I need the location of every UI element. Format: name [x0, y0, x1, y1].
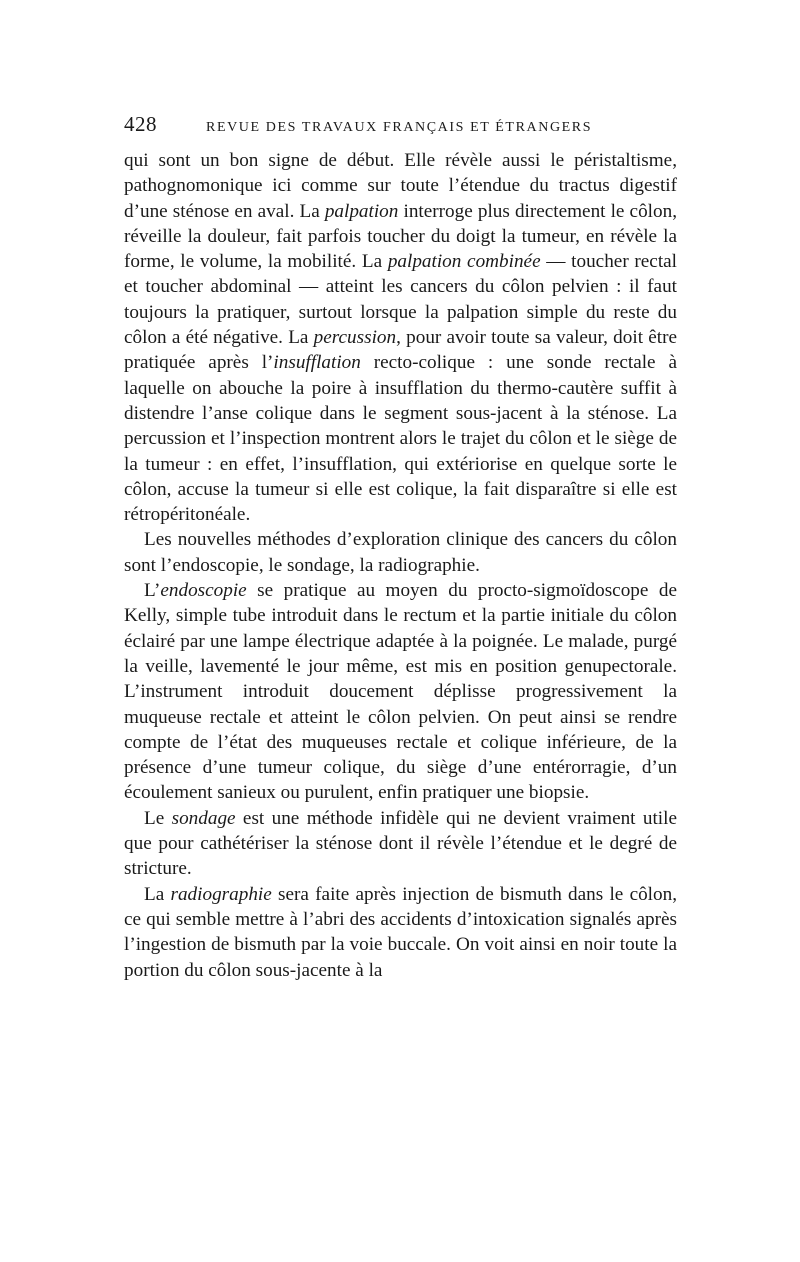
italic-term: sondage	[171, 807, 236, 829]
text-run: sera faite après injection de bismuth dans le côlon, ce qui semble mettre à l’abri des accidents d’intoxication signalés après l’ingestion de bismuth par la voie buccale. On voit ainsi en noir toute la portion du côlon sous-jacente à la	[124, 883, 677, 981]
text-run: se pratique au moyen du procto-sigmoïdoscope de Kelly, simple tube introduit dans le rectum et la partie initiale du côlon éclairé par une lampe électrique adaptée à la poignée. Le malade, purgé la veille, lavementé le jour même, est mis en position genupectorale. L’instrument introduit doucement déplisse progressivement la muqueuse rectale et atteint le côlon pelvien. On peut ainsi se rendre compte de l’état des muqueuses rectale et colique inférieure, de la présence d’une tumeur colique, du siège d’une entérorragie, d’un écoulement sanieux ou purulent, enfin pratiquer une biopsie.	[124, 580, 677, 804]
paragraph-radiography	[124, 882, 677, 983]
italic-term: percussion	[313, 327, 397, 349]
paragraph-endoscopy	[124, 578, 677, 806]
running-title: REVUE DES TRAVAUX FRANÇAIS ET ÉTRANGERS	[206, 120, 593, 135]
text-run: L’	[144, 580, 161, 602]
page-number: 428	[124, 112, 157, 136]
italic-term: palpation	[324, 200, 399, 222]
paragraph-probing	[124, 806, 677, 882]
italic-term: palpation combinée	[387, 251, 541, 273]
paragraph-examination-methods	[124, 148, 677, 527]
text-run: interroge plus directement le côlon, réveille la douleur, fait parfois toucher du doigt la tumeur, en révèle la forme, le volume, la mobilité. La	[124, 200, 677, 273]
running-head	[124, 112, 677, 144]
text-run: Les nouvelles méthodes d’exploration clinique des cancers du côlon sont l’endoscopie, le sondage, la radiographie.	[124, 529, 677, 576]
italic-term: endoscopie	[160, 580, 247, 602]
text-run: recto-colique : une sonde rectale à laquelle on abouche la poire à insufflation du thermo-cautère suffit à distendre l’anse colique dans le segment sous-jacent à la sténose. La percussion et l’inspection montrent alors le trajet du côlon et le siège de la tumeur : en effet, l’insufflation, qui extériorise en quelque sorte le côlon, accuse la tumeur si elle est colique, la fait disparaître si elle est rétropéritonéale.	[124, 352, 677, 526]
text-run: qui sont un bon signe de début. Elle révèle aussi le péristaltisme, pathognomonique ici comme sur toute l’étendue du tractus digestif d’une sténose en aval. La	[124, 150, 677, 222]
italic-term: radiographie	[170, 883, 272, 905]
body-text	[124, 148, 677, 983]
text-run: Le	[144, 807, 172, 829]
paragraph-new-methods	[124, 527, 677, 578]
text-run: — toucher rectal et toucher abdominal — atteint les cancers du côlon pelvien : il faut toujours la pratiquer, surtout lorsque la palpation simple du reste du côlon a été négative. La	[124, 251, 677, 349]
book-page	[124, 112, 677, 983]
italic-term: insufflation	[273, 352, 361, 374]
text-run: La	[144, 883, 171, 905]
text-run: est une méthode infidèle qui ne devient vraiment utile que pour cathétériser la sténose dont il révèle l’étendue et le degré de stricture.	[124, 807, 677, 880]
text-run: , pour avoir toute sa valeur, doit être pratiquée après l’	[124, 327, 677, 374]
